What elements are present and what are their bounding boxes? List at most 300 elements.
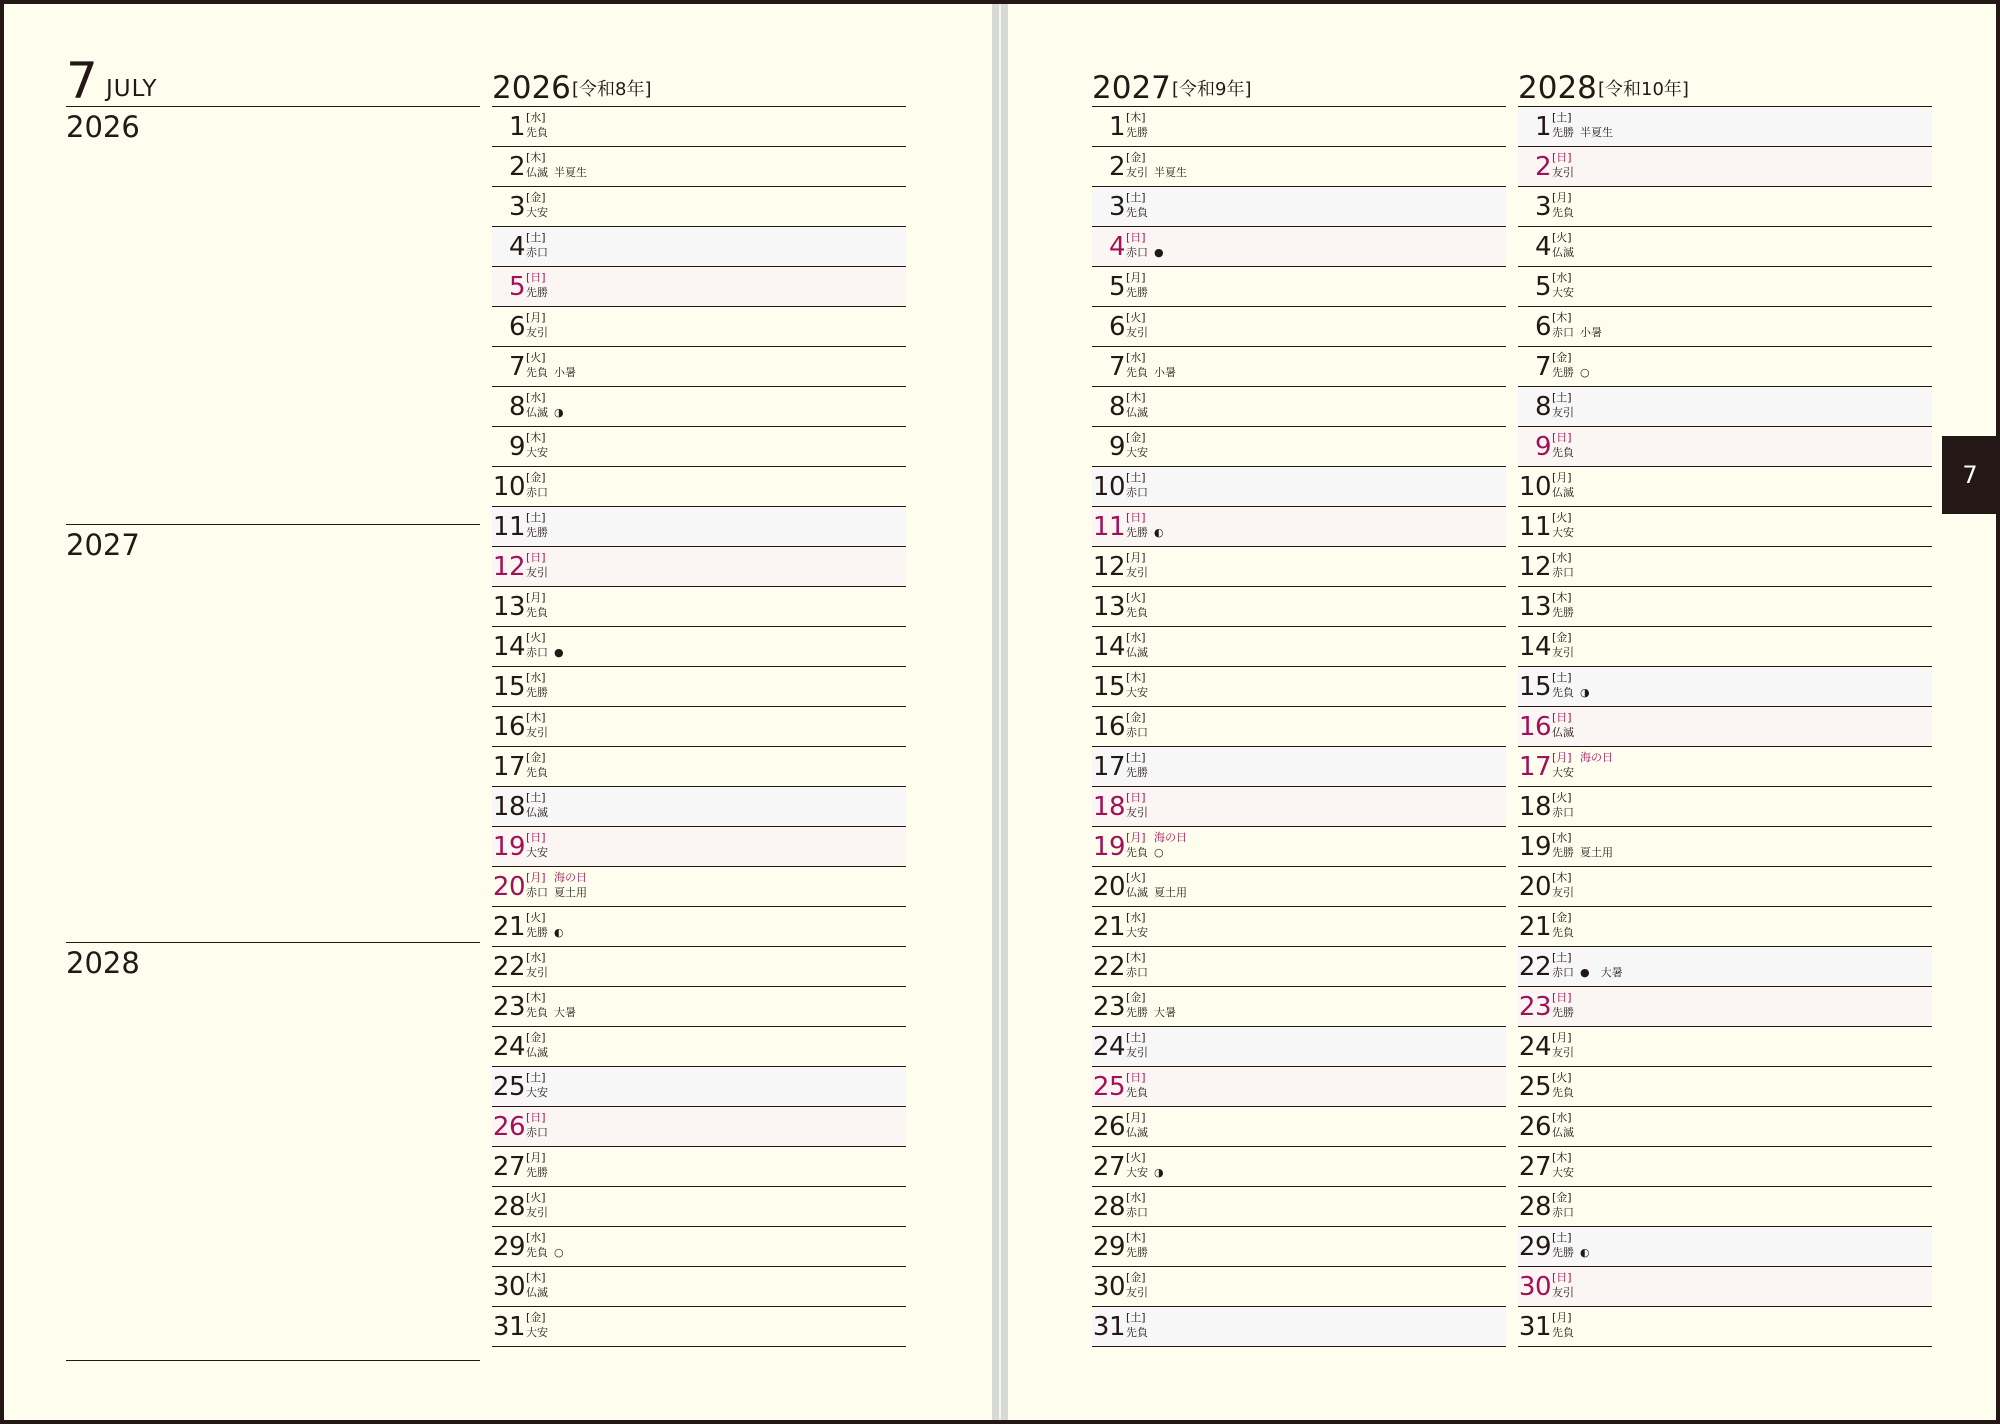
day-note: 小暑 [554,366,576,379]
rokuyo-label: 仏滅 [526,406,548,419]
memo-block-2028[interactable] [66,942,480,1361]
day-number: 15 [1092,672,1125,702]
weekday-label: [金] [1126,1271,1146,1284]
day-number: 27 [1092,1152,1125,1182]
day-number: 20 [1518,872,1551,902]
weekday-label: [火] [1126,311,1146,324]
rokuyo-label: 先勝 [1552,1246,1574,1259]
day-row[interactable] [1518,307,1932,347]
day-row[interactable] [1092,1307,1506,1347]
day-row[interactable] [1518,347,1932,387]
rokuyo-label: 仏滅 [526,1286,548,1299]
day-row[interactable] [492,707,906,747]
day-row[interactable] [1092,427,1506,467]
weekday-label: [土] [1126,471,1146,484]
day-row[interactable] [492,1067,906,1107]
month-index-tab[interactable]: 7 [1942,436,1998,514]
day-number: 12 [1518,552,1551,582]
day-row[interactable] [1092,347,1506,387]
rokuyo-label: 赤口 [1126,1206,1148,1219]
day-number: 4 [508,232,525,262]
holiday-label: 海の日 [554,871,587,884]
weekday-label: [月] [526,311,546,324]
day-row[interactable] [1092,107,1506,147]
day-number: 30 [1092,1272,1125,1302]
day-number: 14 [492,632,525,662]
rokuyo-label: 赤口 [1126,726,1148,739]
day-note: 夏土用 [554,886,587,899]
day-note: ◐ [1154,526,1164,539]
day-row[interactable] [1092,827,1506,867]
day-row[interactable] [1518,867,1932,907]
day-note: 小暑 [1580,326,1602,339]
day-number: 28 [492,1192,525,1222]
rokuyo-label: 赤口 [1552,1206,1574,1219]
rokuyo-label: 友引 [1126,1286,1148,1299]
weekday-label: [木] [1552,591,1572,604]
day-note: ● [1154,246,1164,259]
day-row[interactable] [492,1307,906,1347]
weekday-label: [日] [526,1111,546,1124]
day-number: 27 [1518,1152,1551,1182]
day-row[interactable] [492,427,906,467]
rokuyo-label: 赤口 [1552,326,1574,339]
day-row[interactable] [1518,507,1932,547]
day-row[interactable] [1092,987,1506,1027]
day-note: ◐ [554,926,564,939]
rokuyo-label: 大安 [1552,1166,1574,1179]
day-note: 夏土用 [1580,846,1613,859]
day-row[interactable] [1518,1147,1932,1187]
day-number: 25 [1518,1072,1551,1102]
day-row[interactable] [1092,267,1506,307]
day-note: ◑ [1154,1166,1164,1179]
day-row[interactable] [1092,1227,1506,1267]
book-gutter [992,4,1008,1420]
day-row[interactable] [1518,227,1932,267]
weekday-label: [日] [1126,511,1146,524]
memo-block-2027[interactable] [66,524,480,943]
day-number: 22 [1518,952,1551,982]
month-header [66,50,480,110]
day-row[interactable] [492,387,906,427]
rokuyo-label: 先負 [1552,1326,1574,1339]
day-number: 19 [492,832,525,862]
day-row[interactable] [492,827,906,867]
day-row[interactable] [492,107,906,147]
rokuyo-label: 大安 [1552,766,1574,779]
day-note: 半夏生 [1580,126,1613,139]
day-row[interactable] [492,1267,906,1307]
day-row[interactable] [1092,147,1506,187]
day-row[interactable] [1518,267,1932,307]
diary-spread [4,4,1996,1420]
rokuyo-label: 友引 [526,1206,548,1219]
day-row[interactable] [1518,1187,1932,1227]
day-number: 22 [1092,952,1125,982]
day-row[interactable] [492,667,906,707]
day-number: 2 [508,152,525,182]
day-row[interactable] [492,187,906,227]
rokuyo-label: 先勝 [1126,766,1148,779]
rokuyo-label: 友引 [1126,326,1148,339]
rokuyo-label: 先勝 [526,286,548,299]
rokuyo-label: 大安 [526,1326,548,1339]
day-row[interactable] [492,147,906,187]
day-number: 13 [492,592,525,622]
day-note: 半夏生 [554,166,587,179]
day-number: 10 [1092,472,1125,502]
weekday-label: [土] [526,791,546,804]
day-row[interactable] [1518,1227,1932,1267]
weekday-label: [火] [1126,591,1146,604]
day-note: 夏土用 [1154,886,1187,899]
day-number: 21 [1092,912,1125,942]
weekday-label: [水] [1552,551,1572,564]
day-number: 24 [1518,1032,1551,1062]
day-row[interactable] [1092,1267,1506,1307]
day-number: 26 [492,1112,525,1142]
rokuyo-label: 先負 [1126,1326,1148,1339]
day-row[interactable] [492,1027,906,1067]
day-row[interactable] [1092,187,1506,227]
weekday-label: [土] [1126,191,1146,204]
day-number: 17 [1092,752,1125,782]
day-number: 17 [492,752,525,782]
day-row[interactable] [1518,147,1932,187]
rokuyo-label: 仏滅 [1552,726,1574,739]
day-note: ◑ [1580,686,1590,699]
day-row[interactable] [1518,107,1932,147]
day-row[interactable] [1092,507,1506,547]
weekday-label: [金] [1552,1191,1572,1204]
day-row[interactable] [492,747,906,787]
weekday-label: [日] [526,551,546,564]
rokuyo-label: 先勝 [526,1166,548,1179]
day-number: 28 [1518,1192,1551,1222]
rokuyo-label: 先負 [1126,206,1148,219]
weekday-label: [水] [526,391,546,404]
weekday-label: [火] [526,911,546,924]
rokuyo-label: 先勝 [1126,1006,1148,1019]
month-number: 7 [66,52,98,110]
weekday-label: [木] [526,991,546,1004]
weekday-label: [日] [1552,151,1572,164]
weekday-label: [金] [526,1311,546,1324]
day-row[interactable] [492,787,906,827]
day-row[interactable] [1518,387,1932,427]
day-row[interactable] [1518,587,1932,627]
day-row[interactable] [492,227,906,267]
day-number: 10 [1518,472,1551,502]
weekday-label: [日] [1126,1071,1146,1084]
day-row[interactable] [1092,747,1506,787]
day-row[interactable] [1518,987,1932,1027]
rokuyo-label: 赤口 [526,1126,548,1139]
rokuyo-label: 大安 [526,846,548,859]
day-note: 大暑 [1154,1006,1176,1019]
rokuyo-label: 仏滅 [1552,246,1574,259]
weekday-label: [水] [526,671,546,684]
weekday-label: [日] [1126,791,1146,804]
day-row[interactable] [1092,627,1506,667]
day-row[interactable] [492,267,906,307]
weekday-label: [金] [1126,711,1146,724]
day-row[interactable] [492,867,906,907]
day-row[interactable] [1518,427,1932,467]
day-number: 16 [492,712,525,742]
day-row[interactable] [1092,547,1506,587]
weekday-label: [金] [1552,351,1572,364]
day-row[interactable] [1518,467,1932,507]
day-row[interactable] [492,1227,906,1267]
day-number: 28 [1092,1192,1125,1222]
day-row[interactable] [1092,1027,1506,1067]
rokuyo-label: 先負 [526,366,548,379]
day-row[interactable] [1092,467,1506,507]
day-row[interactable] [1518,747,1932,787]
weekday-label: [木] [526,431,546,444]
weekday-label: [月] [1552,751,1572,764]
day-row[interactable] [1518,1107,1932,1147]
day-row[interactable] [1518,707,1932,747]
day-row[interactable] [492,1147,906,1187]
day-number: 8 [1108,392,1125,422]
day-row[interactable] [492,307,906,347]
weekday-label: [水] [526,111,546,124]
memo-year-label: 2028 [66,946,140,980]
day-number: 3 [1534,192,1551,222]
day-row[interactable] [1092,307,1506,347]
weekday-label: [土] [1552,671,1572,684]
rokuyo-label: 先勝 [1126,126,1148,139]
day-row[interactable] [1092,1067,1506,1107]
weekday-label: [土] [1552,391,1572,404]
day-row[interactable] [492,987,906,1027]
rokuyo-label: 友引 [1126,166,1148,179]
day-row[interactable] [1518,787,1932,827]
rokuyo-label: 仏滅 [526,806,548,819]
weekday-label: [日] [526,271,546,284]
day-row[interactable] [1518,187,1932,227]
day-number: 6 [508,312,525,342]
weekday-label: [火] [526,351,546,364]
weekday-label: [火] [1552,1071,1572,1084]
rokuyo-label: 先勝 [526,926,548,939]
weekday-label: [火] [1126,871,1146,884]
rokuyo-label: 先勝 [1552,366,1574,379]
day-row[interactable] [1092,867,1506,907]
day-row[interactable] [1518,1067,1932,1107]
day-number: 29 [1518,1232,1551,1262]
weekday-label: [月] [526,871,546,884]
rokuyo-label: 赤口 [1126,966,1148,979]
day-number: 29 [1092,1232,1125,1262]
day-number: 3 [508,192,525,222]
day-row[interactable] [1092,947,1506,987]
day-number: 2 [1108,152,1125,182]
day-number: 16 [1092,712,1125,742]
weekday-label: [金] [1552,631,1572,644]
weekday-label: [月] [526,1151,546,1164]
day-row[interactable] [1092,1147,1506,1187]
day-number: 5 [1108,272,1125,302]
weekday-label: [火] [1126,1151,1146,1164]
day-number: 1 [508,112,525,142]
day-number: 23 [1518,992,1551,1022]
day-note: ○ [554,1246,564,1259]
day-row[interactable] [492,1187,906,1227]
day-number: 27 [492,1152,525,1182]
day-number: 20 [1092,872,1125,902]
day-number: 17 [1518,752,1551,782]
day-number: 11 [492,512,525,542]
rokuyo-label: 赤口 [526,886,548,899]
rokuyo-label: 仏滅 [526,166,548,179]
day-note: ◐ [1580,1246,1590,1259]
day-row[interactable] [1092,707,1506,747]
memo-year-label: 2027 [66,528,140,562]
memo-block-2026[interactable] [66,106,480,525]
weekday-label: [土] [1552,111,1572,124]
day-row[interactable] [1092,1107,1506,1147]
rokuyo-label: 大安 [1552,526,1574,539]
rokuyo-label: 先勝 [526,686,548,699]
day-row[interactable] [1518,667,1932,707]
day-number: 3 [1108,192,1125,222]
day-number: 24 [1092,1032,1125,1062]
day-row[interactable] [492,547,906,587]
weekday-label: [木] [1126,391,1146,404]
day-row[interactable] [492,907,906,947]
day-number: 22 [492,952,525,982]
weekday-label: [金] [526,751,546,764]
day-row[interactable] [492,947,906,987]
rokuyo-label: 赤口 [1552,966,1574,979]
year-column-2026 [492,50,906,1347]
day-row[interactable] [1092,227,1506,267]
weekday-label: [木] [526,151,546,164]
rokuyo-label: 友引 [1552,1286,1574,1299]
day-row[interactable] [1092,787,1506,827]
month-name: JULY [106,76,158,102]
day-row[interactable] [1518,947,1932,987]
holiday-label: 海の日 [1580,751,1613,764]
rokuyo-label: 先負 [1126,606,1148,619]
rokuyo-label: 友引 [1126,1046,1148,1059]
weekday-label: [金] [1126,151,1146,164]
day-row[interactable] [1518,827,1932,867]
year-header [492,50,906,107]
day-number: 18 [1518,792,1551,822]
day-number: 31 [492,1312,525,1342]
day-row[interactable] [492,1107,906,1147]
rokuyo-label: 先負 [1126,846,1148,859]
weekday-label: [木] [1126,111,1146,124]
rokuyo-label: 大安 [1126,686,1148,699]
era-label: [令和9年] [1172,79,1252,100]
day-number: 11 [1092,512,1125,542]
rokuyo-label: 先負 [526,126,548,139]
day-row[interactable] [1092,907,1506,947]
day-number: 15 [1518,672,1551,702]
day-number: 2 [1534,152,1551,182]
day-number: 13 [1518,592,1551,622]
weekday-label: [日] [1552,431,1572,444]
day-row[interactable] [492,467,906,507]
weekday-label: [土] [526,1071,546,1084]
day-row[interactable] [1518,1267,1932,1307]
day-row[interactable] [1092,387,1506,427]
weekday-label: [金] [1126,991,1146,1004]
year-label: 2026 [492,70,571,106]
rokuyo-label: 赤口 [526,486,548,499]
day-row[interactable] [1518,907,1932,947]
rokuyo-label: 友引 [1126,806,1148,819]
rokuyo-label: 仏滅 [1126,406,1148,419]
day-number: 7 [1108,352,1125,382]
day-row[interactable] [492,627,906,667]
rokuyo-label: 大安 [1552,286,1574,299]
day-number: 8 [508,392,525,422]
rokuyo-label: 仏滅 [1126,886,1148,899]
weekday-label: [土] [526,231,546,244]
weekday-label: [木] [1126,671,1146,684]
day-row[interactable] [492,347,906,387]
memo-year-label: 2026 [66,110,140,144]
weekday-label: [月] [526,591,546,604]
rokuyo-label: 仏滅 [1552,486,1574,499]
day-note: ● [554,646,564,659]
weekday-label: [土] [1126,751,1146,764]
day-number: 30 [1518,1272,1551,1302]
day-number: 7 [1534,352,1551,382]
rokuyo-label: 友引 [1552,1046,1574,1059]
rokuyo-label: 先負 [526,1006,548,1019]
era-label: [令和8年] [572,79,652,100]
weekday-label: [水] [1126,911,1146,924]
day-row[interactable] [1518,1307,1932,1347]
day-row[interactable] [1092,587,1506,627]
day-note: ● 大暑 [1580,966,1623,979]
weekday-label: [水] [1552,831,1572,844]
day-row[interactable] [492,587,906,627]
weekday-label: [火] [1552,791,1572,804]
weekday-label: [土] [1552,951,1572,964]
day-row[interactable] [1518,1027,1932,1067]
weekday-label: [木] [526,1271,546,1284]
day-number: 19 [1092,832,1125,862]
day-note: 半夏生 [1154,166,1187,179]
day-number: 26 [1518,1112,1551,1142]
weekday-label: [土] [526,511,546,524]
day-row[interactable] [1518,627,1932,667]
day-note: ○ [1580,366,1590,379]
rokuyo-label: 友引 [1552,166,1574,179]
day-row[interactable] [1092,1187,1506,1227]
weekday-label: [日] [526,831,546,844]
weekday-label: [土] [1552,1231,1572,1244]
rokuyo-label: 先負 [1552,446,1574,459]
rokuyo-label: 先負 [1552,686,1574,699]
day-row[interactable] [492,507,906,547]
weekday-label: [金] [1126,431,1146,444]
year-label: 2027 [1092,70,1171,106]
rokuyo-label: 先勝 [1126,526,1148,539]
weekday-label: [木] [1126,1231,1146,1244]
day-row[interactable] [1092,667,1506,707]
day-row[interactable] [1518,547,1932,587]
